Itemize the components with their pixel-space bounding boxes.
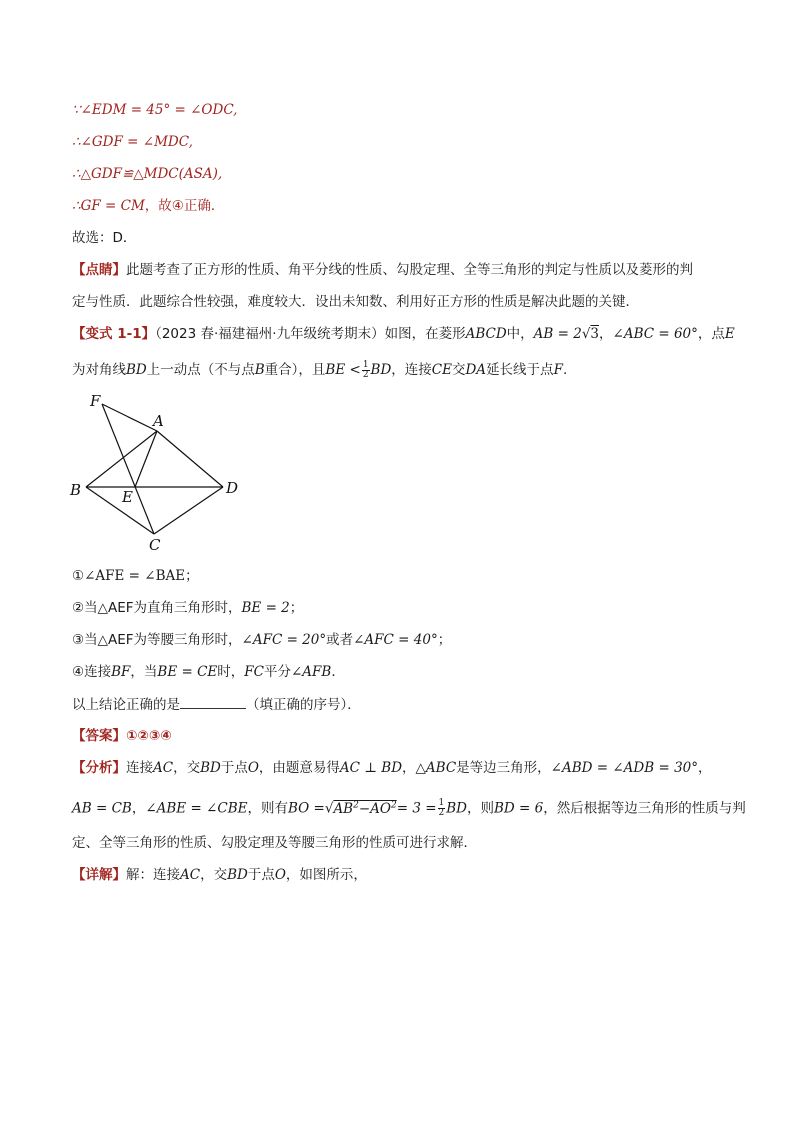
statement-2-c: ； (289, 600, 304, 616)
label-d: D (226, 479, 239, 497)
variant-p2-l: DA (465, 362, 487, 378)
rhombus-figure (60, 388, 260, 558)
variant-p2-m: 延长线于点 (486, 362, 554, 378)
proof-line-1-text: ∵∠EDM = 45° = ∠ODC, (72, 102, 238, 118)
statement-4-d: BE = CE (157, 664, 218, 680)
variant-tag: 【变式 1-1】 (72, 326, 156, 342)
statement-2-a: ②当△AEF为直角三角形时， (72, 600, 242, 616)
analysis-a5: 于点 (220, 760, 248, 776)
statement-3-b: ∠AFC = 20° (241, 632, 327, 648)
detail-d4: BD (227, 867, 248, 883)
analysis-a11: 是等边三角形， (456, 760, 551, 776)
variant-p1-g: ∠ABC = 60° (612, 326, 698, 342)
sqrt-sign: √ (581, 326, 591, 342)
variant-p2-k: 交 (451, 362, 466, 378)
proof-line-3-text: ∴△GDF≌△MDC(ASA), (72, 166, 223, 182)
analysis-b5: BO = (287, 800, 325, 817)
variant-p2-n: F (553, 362, 563, 378)
label-a: A (153, 412, 164, 430)
segment-fa (102, 404, 157, 431)
analysis-b6-sup: 2 (353, 800, 359, 810)
question-before: 以上结论正确的是 (72, 697, 180, 713)
analysis-line-3 (72, 833, 477, 853)
analysis-frac-num: 1 (438, 798, 445, 808)
answer-line (72, 726, 172, 746)
question-after: （填正确的序号）． (246, 697, 361, 713)
analysis-b2: ， (131, 800, 146, 817)
variant-p2-h: BD (370, 362, 392, 378)
statement-4-f: FC (244, 664, 264, 680)
segment-ad (157, 431, 223, 487)
statement-4-g: 平分 (263, 664, 291, 680)
proof-line-2 (72, 132, 193, 152)
comment-line-2 (72, 292, 639, 312)
analysis-fraction (438, 799, 446, 818)
variant-p1-i: E (724, 326, 735, 342)
detail-d7: ，如图所示， (285, 867, 367, 883)
detail-line (72, 865, 367, 885)
label-e: E (122, 488, 133, 506)
variant-line-2 (72, 360, 567, 380)
segment-fc (102, 404, 154, 534)
proof-line-4-text: ，故④正确． (144, 198, 225, 214)
analysis-b6: AB (333, 800, 354, 817)
analysis-b7-sup: 2 (390, 800, 397, 810)
variant-fraction (362, 361, 370, 380)
analysis-b12: BD = 6 (494, 800, 544, 817)
statement-2-b: BE = 2 (241, 600, 290, 616)
comment-tag: 【点睛】 (72, 262, 126, 278)
choice-text: 故选：D． (72, 230, 137, 246)
analysis-a7: ，由题意易得 (258, 760, 340, 776)
variant-p1-a: 如图，在菱形 (384, 326, 466, 342)
proof-line-1 (72, 100, 237, 120)
analysis-a6: O (247, 760, 259, 776)
variant-p2-b: BD (126, 362, 147, 378)
proof-line-3 (72, 164, 222, 184)
variant-frac-den: 2 (362, 369, 369, 380)
analysis-a12: ∠ABD = ∠ADB = 30° (550, 760, 698, 776)
variant-line-1 (72, 324, 735, 344)
segment-cd (154, 487, 223, 534)
analysis-a1: 连接 (126, 760, 153, 776)
variant-p1-f: ， (599, 326, 613, 342)
analysis-a3: ，交 (173, 760, 201, 776)
variant-p2-i: ，连接 (391, 362, 432, 378)
analysis-a10: △ABC (415, 760, 457, 776)
analysis-line-2 (72, 795, 746, 819)
proof-line-4 (72, 196, 224, 216)
analysis-b3: ∠ABE = ∠CBE (145, 800, 248, 817)
variant-frac-num: 1 (362, 359, 369, 370)
analysis-b13: ，然后根据等边三角形的性质与判 (543, 800, 746, 817)
analysis-b7: −AO (358, 800, 391, 817)
analysis-b8: = 3 = (396, 800, 437, 817)
statement-3-c: 或者 (326, 632, 354, 648)
analysis-sqrt-body (333, 801, 396, 817)
detail-d1: 解：连接 (126, 867, 180, 883)
comment-text-1: 此题考查了正方形的性质、角平分线的性质、勾股定理、全等三角形的判定与性质以及菱形的判 (126, 262, 693, 278)
answer-blank (180, 694, 246, 709)
variant-p2-e: 重合），且 (264, 362, 326, 378)
statement-4-i: ． (331, 664, 345, 680)
variant-p2-a: 为对角线 (72, 362, 126, 378)
analysis-a2: AC (153, 760, 174, 776)
variant-source: （2023 春·福建福州·九年级统考期末） (155, 326, 385, 342)
variant-p2-d: B (254, 362, 265, 378)
question-line (72, 694, 361, 715)
segment-bc (86, 487, 154, 534)
detail-d3: ，交 (200, 867, 228, 883)
label-c: C (149, 536, 161, 554)
analysis-sqrt-sign: √ (324, 800, 334, 817)
statement-4-c: ，当 (130, 664, 158, 680)
variant-p2-o: . (562, 362, 568, 378)
analysis-a4: BD (200, 760, 221, 776)
variant-p2-j: CE (431, 362, 452, 378)
detail-d6: O (274, 867, 286, 883)
statement-4-h: ∠AFB (290, 664, 332, 680)
answer-tag: 【答案】 (72, 728, 126, 744)
analysis-b4: ，则有 (247, 800, 288, 817)
label-f: F (90, 392, 101, 410)
statement-2 (72, 598, 303, 618)
comment-text-2: 定与性质．此题综合性较强，难度较大．设出未知数、利用好正方形的性质是解决此题的关键． (72, 294, 639, 310)
proof-line-2-text: ∴∠GDF = ∠MDC, (72, 134, 193, 150)
analysis-b1: AB = CB (72, 800, 132, 817)
proof-line-4-math: ∴GF = CM (72, 198, 145, 214)
statement-3 (72, 630, 451, 650)
answer-value: ①②③④ (126, 728, 172, 744)
variant-p1-e: 3 (590, 326, 600, 342)
label-b: B (70, 481, 82, 499)
analysis-b10: BD (446, 800, 467, 817)
choice-line (72, 228, 136, 248)
analysis-a9: ， (402, 760, 416, 776)
statement-4-a: ④连接 (72, 664, 112, 680)
analysis-line-1 (72, 758, 712, 778)
statement-1-text: ①∠AFE = ∠BAE； (72, 568, 199, 584)
statement-1 (72, 566, 199, 586)
detail-tag: 【详解】 (72, 867, 126, 883)
statement-4-b: BF (111, 664, 131, 680)
statement-3-a: ③当△AEF为等腰三角形时， (72, 632, 242, 648)
analysis-c1: 定、全等三角形的性质、勾股定理及等腰三角形的性质可进行求解． (72, 835, 477, 851)
variant-p1-d: AB = 2 (533, 326, 582, 342)
analysis-a13: ， (698, 760, 712, 776)
variant-p1-h: ，点 (697, 326, 725, 342)
analysis-a8: AC ⊥ BD (339, 760, 403, 776)
detail-d5: 于点 (247, 867, 275, 883)
statement-3-d: ∠AFC = 40° (353, 632, 438, 648)
variant-p2-f: BE < (325, 362, 361, 378)
statement-4-e: 时， (217, 664, 245, 680)
detail-d2: AC (180, 867, 201, 883)
statement-3-e: ； (437, 632, 452, 648)
variant-p2-c: 上一动点（不与点 (146, 362, 255, 378)
variant-p1-b: ABCD (465, 326, 507, 342)
statement-4 (72, 662, 345, 682)
comment-line-1 (72, 260, 693, 280)
analysis-frac-den: 2 (438, 808, 445, 818)
analysis-tag: 【分析】 (72, 760, 126, 776)
variant-p1-c: 中， (506, 326, 534, 342)
analysis-b11: ，则 (467, 800, 494, 817)
